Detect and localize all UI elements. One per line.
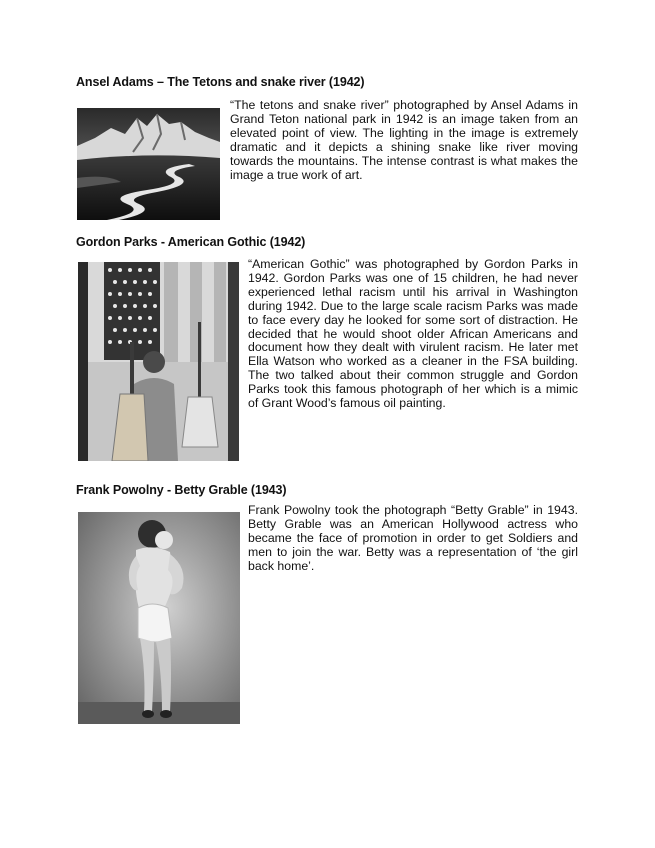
betty-grable-photo [78, 512, 240, 724]
section-text-frank-powolny: Frank Powolny took the photograph “Betty Grable” in 1943. Betty Grable was an American Hollywood actress who became the face of promotion in order to get Soldiers and men to join the war. Betty was a representation of ‘the girl back home’. [248, 503, 578, 573]
section-text-ansel-adams: “The tetons and snake river” photographed by Ansel Adams in Grand Teton national park in 1942 is an image taken from an elevated point of view. The lighting in the image is extremely dramatic and it depicts a shining snake like river moving towards the mountains. The intense contrast is what makes the image a true work of art. [230, 98, 578, 182]
american-gothic-photo [78, 262, 239, 461]
section-text-gordon-parks: “American Gothic” was photographed by Gordon Parks in 1942. Gordon Parks was one of 15 children, he had never experienced lethal racism until his arrival in Washington during 1942. Due to the large scale racism Parks was made to face every day he looked for some sort of distraction. He decided that he would shoot older African Americans and document how they dealt with virulent racism. He later met Ella Watson who worked as a cleaner in the FSA building. The two talked about their common struggle and Gordon Parks took this famous photograph of her which is a mimic of Grant Wood’s famous oil painting. [248, 257, 578, 411]
section-title-gordon-parks: Gordon Parks - American Gothic (1942) [76, 235, 306, 249]
section-title-frank-powolny: Frank Powolny - Betty Grable (1943) [76, 483, 287, 497]
section-title-ansel-adams: Ansel Adams – The Tetons and snake river (1942) [76, 75, 365, 89]
tetons-snake-river-photo [77, 108, 220, 220]
